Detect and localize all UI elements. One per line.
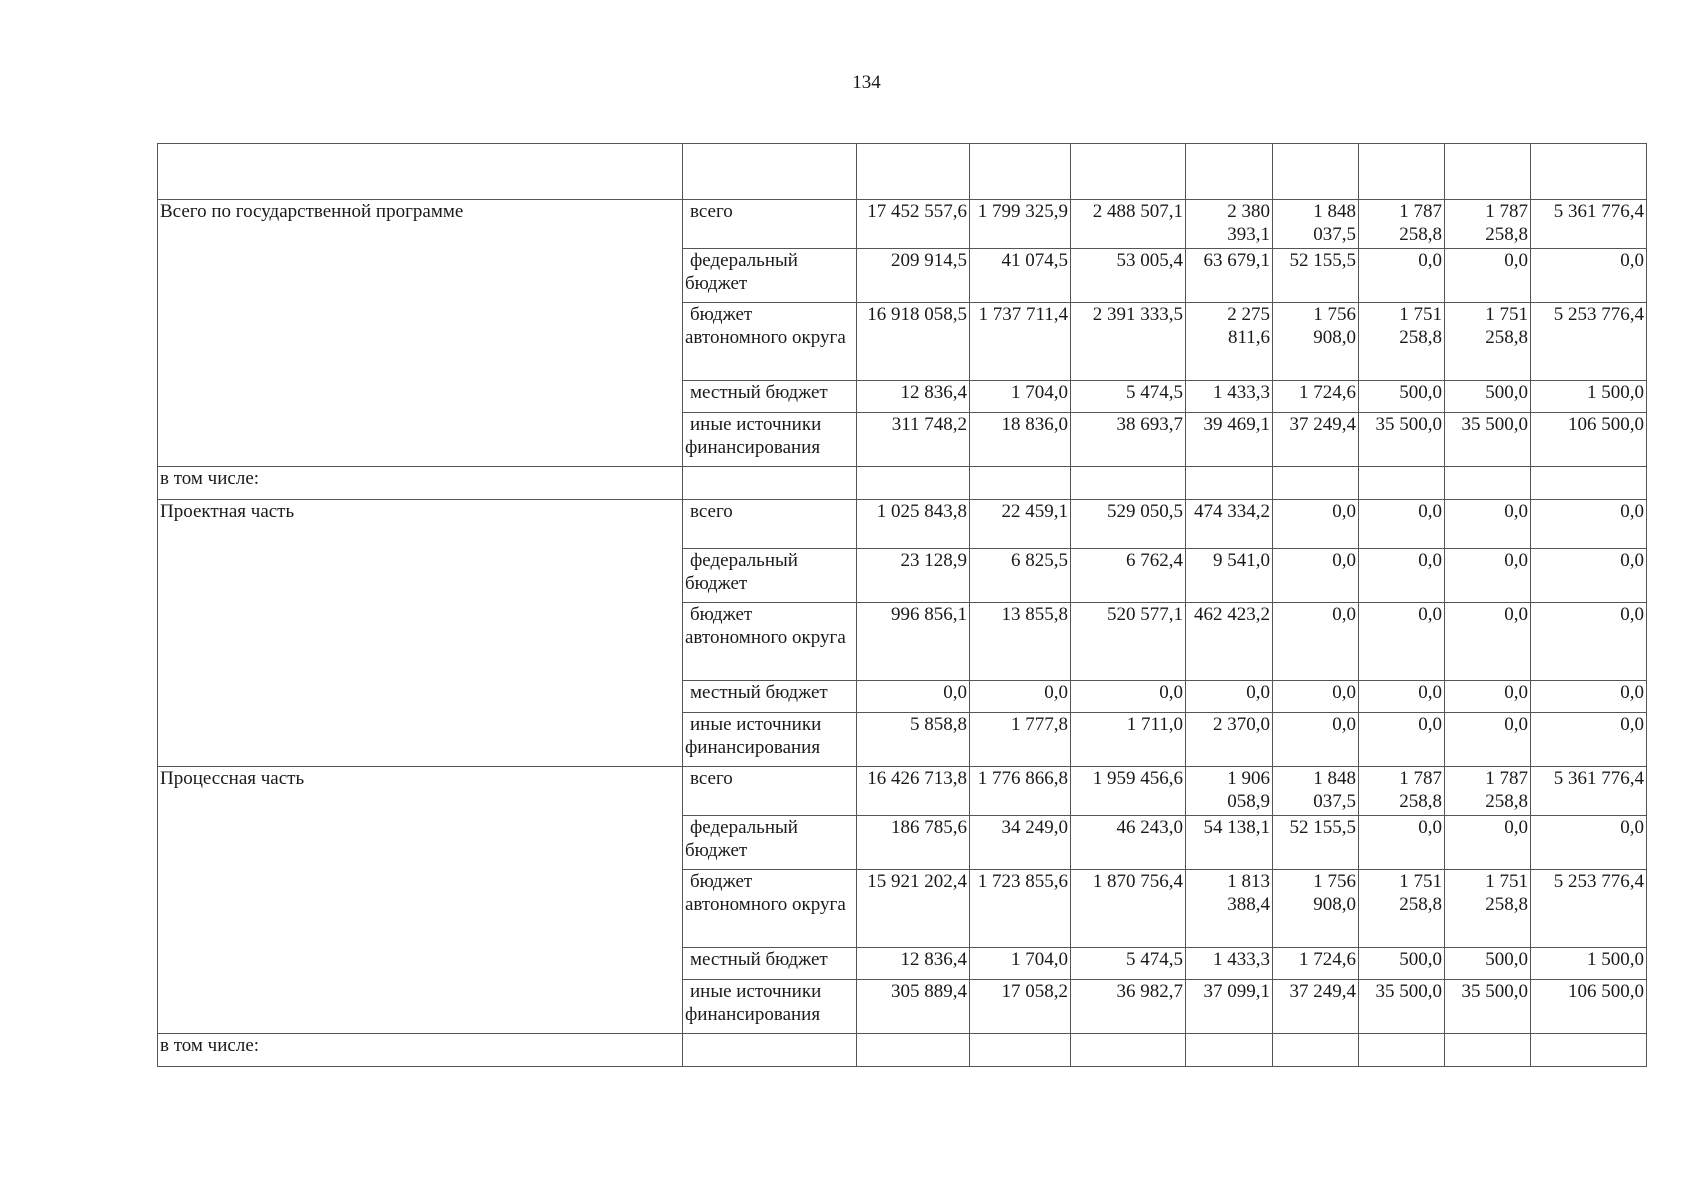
empty-cell <box>1186 1034 1273 1067</box>
value-cell: 1 777,8 <box>970 713 1071 767</box>
value-cell: 1 870 756,4 <box>1071 870 1186 948</box>
funding-source-label: федеральный бюджет <box>685 250 798 294</box>
funding-source <box>683 767 857 816</box>
value-cell: 1 848 037,5 <box>1273 767 1359 816</box>
value-cell: 37 249,4 <box>1273 413 1359 467</box>
value-cell: 35 500,0 <box>1445 413 1531 467</box>
funding-source <box>683 980 857 1034</box>
funding-source <box>683 816 857 870</box>
group-title: Всего по государственной программе <box>158 200 683 467</box>
header-cell <box>857 144 970 200</box>
funding-source <box>683 200 857 249</box>
header-cell <box>1531 144 1647 200</box>
value-cell: 0,0 <box>1071 681 1186 713</box>
funding-source-label: местный бюджет <box>690 382 828 403</box>
funding-source-label: всего <box>690 501 733 522</box>
funding-source <box>683 948 857 980</box>
empty-cell <box>1445 467 1531 500</box>
table-row <box>158 200 1647 249</box>
value-cell: 0,0 <box>1445 603 1531 681</box>
value-cell: 1 433,3 <box>1186 381 1273 413</box>
value-cell: 1 813 388,4 <box>1186 870 1273 948</box>
value-cell: 2 380 393,1 <box>1186 200 1273 249</box>
value-cell: 1 787 258,8 <box>1359 200 1445 249</box>
value-cell: 0,0 <box>1445 816 1531 870</box>
subtotal-label-row <box>158 467 1647 500</box>
empty-cell <box>1071 1034 1186 1067</box>
value-cell: 1 500,0 <box>1531 948 1647 980</box>
value-cell: 0,0 <box>1273 549 1359 603</box>
value-cell: 1 704,0 <box>970 948 1071 980</box>
funding-source <box>683 381 857 413</box>
empty-cell <box>683 1034 857 1067</box>
value-cell: 0,0 <box>857 681 970 713</box>
value-cell: 0,0 <box>1273 500 1359 549</box>
value-cell: 12 836,4 <box>857 381 970 413</box>
value-cell: 39 469,1 <box>1186 413 1273 467</box>
header-cell <box>1186 144 1273 200</box>
value-cell: 1 787 258,8 <box>1445 767 1531 816</box>
empty-cell <box>1071 467 1186 500</box>
funding-source <box>683 713 857 767</box>
value-cell: 1 737 711,4 <box>970 303 1071 381</box>
value-cell: 5 361 776,4 <box>1531 200 1647 249</box>
group-title: Проектная часть <box>158 500 683 767</box>
value-cell: 35 500,0 <box>1359 413 1445 467</box>
value-cell: 0,0 <box>1445 713 1531 767</box>
header-cell <box>970 144 1071 200</box>
value-cell: 1 723 855,6 <box>970 870 1071 948</box>
funding-source <box>683 549 857 603</box>
value-cell: 0,0 <box>1445 681 1531 713</box>
funding-source-label: бюджет автономного округа <box>685 604 846 648</box>
value-cell: 0,0 <box>970 681 1071 713</box>
funding-source-label: иные источники финансирования <box>685 414 822 458</box>
value-cell: 16 426 713,8 <box>857 767 970 816</box>
value-cell: 0,0 <box>1445 249 1531 303</box>
empty-cell <box>1359 1034 1445 1067</box>
value-cell: 0,0 <box>1359 816 1445 870</box>
value-cell: 17 058,2 <box>970 980 1071 1034</box>
in-that-number-label: в том числе: <box>158 1034 683 1067</box>
in-that-number-label: в том числе: <box>158 467 683 500</box>
value-cell: 1 724,6 <box>1273 948 1359 980</box>
value-cell: 23 128,9 <box>857 549 970 603</box>
funding-source <box>683 603 857 681</box>
funding-source-label: местный бюджет <box>690 682 828 703</box>
table-row <box>158 500 1647 549</box>
value-cell: 1 704,0 <box>970 381 1071 413</box>
value-cell: 2 488 507,1 <box>1071 200 1186 249</box>
value-cell: 520 577,1 <box>1071 603 1186 681</box>
value-cell: 305 889,4 <box>857 980 970 1034</box>
header-cell <box>1359 144 1445 200</box>
value-cell: 500,0 <box>1445 381 1531 413</box>
value-cell: 1 848 037,5 <box>1273 200 1359 249</box>
value-cell: 2 275 811,6 <box>1186 303 1273 381</box>
value-cell: 38 693,7 <box>1071 413 1186 467</box>
funding-source-label: местный бюджет <box>690 949 828 970</box>
funding-source-label: федеральный бюджет <box>685 817 798 861</box>
empty-cell <box>970 1034 1071 1067</box>
value-cell: 63 679,1 <box>1186 249 1273 303</box>
value-cell: 1 959 456,6 <box>1071 767 1186 816</box>
value-cell: 37 099,1 <box>1186 980 1273 1034</box>
header-row <box>158 144 1647 200</box>
empty-cell <box>683 467 857 500</box>
value-cell: 500,0 <box>1445 948 1531 980</box>
value-cell: 0,0 <box>1531 816 1647 870</box>
value-cell: 500,0 <box>1359 381 1445 413</box>
value-cell: 2 391 333,5 <box>1071 303 1186 381</box>
header-cell <box>683 144 857 200</box>
value-cell: 52 155,5 <box>1273 249 1359 303</box>
funding-source-label: всего <box>690 201 733 222</box>
value-cell: 34 249,0 <box>970 816 1071 870</box>
value-cell: 0,0 <box>1531 603 1647 681</box>
value-cell: 0,0 <box>1359 713 1445 767</box>
value-cell: 106 500,0 <box>1531 413 1647 467</box>
header-cell <box>1445 144 1531 200</box>
value-cell: 6 762,4 <box>1071 549 1186 603</box>
value-cell: 36 982,7 <box>1071 980 1186 1034</box>
value-cell: 1 751 258,8 <box>1445 303 1531 381</box>
empty-cell <box>1531 1034 1647 1067</box>
value-cell: 1 906 058,9 <box>1186 767 1273 816</box>
value-cell: 1 756 908,0 <box>1273 870 1359 948</box>
value-cell: 41 074,5 <box>970 249 1071 303</box>
value-cell: 0,0 <box>1359 603 1445 681</box>
value-cell: 12 836,4 <box>857 948 970 980</box>
value-cell: 1 433,3 <box>1186 948 1273 980</box>
value-cell: 996 856,1 <box>857 603 970 681</box>
value-cell: 0,0 <box>1273 713 1359 767</box>
value-cell: 35 500,0 <box>1445 980 1531 1034</box>
value-cell: 17 452 557,6 <box>857 200 970 249</box>
value-cell: 1 025 843,8 <box>857 500 970 549</box>
funding-source-label: иные источники финансирования <box>685 714 822 758</box>
empty-cell <box>1531 467 1647 500</box>
value-cell: 0,0 <box>1359 681 1445 713</box>
value-cell: 5 858,8 <box>857 713 970 767</box>
value-cell: 1 776 866,8 <box>970 767 1071 816</box>
value-cell: 15 921 202,4 <box>857 870 970 948</box>
value-cell: 5 474,5 <box>1071 948 1186 980</box>
page-number: 134 <box>852 72 881 93</box>
value-cell: 53 005,4 <box>1071 249 1186 303</box>
value-cell: 0,0 <box>1273 681 1359 713</box>
value-cell: 0,0 <box>1359 500 1445 549</box>
table-row <box>158 767 1647 816</box>
funding-table <box>157 143 1647 1067</box>
value-cell: 1 787 258,8 <box>1359 767 1445 816</box>
funding-source-label: иные источники финансирования <box>685 981 822 1025</box>
funding-source-label: федеральный бюджет <box>685 550 798 594</box>
value-cell: 37 249,4 <box>1273 980 1359 1034</box>
value-cell: 0,0 <box>1273 603 1359 681</box>
value-cell: 5 474,5 <box>1071 381 1186 413</box>
value-cell: 1 751 258,8 <box>1445 870 1531 948</box>
value-cell: 1 711,0 <box>1071 713 1186 767</box>
value-cell: 1 724,6 <box>1273 381 1359 413</box>
value-cell: 0,0 <box>1531 681 1647 713</box>
header-cell <box>1071 144 1186 200</box>
value-cell: 35 500,0 <box>1359 980 1445 1034</box>
header-cell <box>158 144 683 200</box>
value-cell: 52 155,5 <box>1273 816 1359 870</box>
value-cell: 1 500,0 <box>1531 381 1647 413</box>
value-cell: 311 748,2 <box>857 413 970 467</box>
value-cell: 1 751 258,8 <box>1359 870 1445 948</box>
value-cell: 13 855,8 <box>970 603 1071 681</box>
funding-source <box>683 870 857 948</box>
table-body <box>158 144 1647 1067</box>
value-cell: 1 756 908,0 <box>1273 303 1359 381</box>
funding-source <box>683 413 857 467</box>
empty-cell <box>1273 467 1359 500</box>
empty-cell <box>1273 1034 1359 1067</box>
value-cell: 462 423,2 <box>1186 603 1273 681</box>
value-cell: 2 370,0 <box>1186 713 1273 767</box>
value-cell: 6 825,5 <box>970 549 1071 603</box>
value-cell: 500,0 <box>1359 948 1445 980</box>
funding-source <box>683 681 857 713</box>
empty-cell <box>1186 467 1273 500</box>
value-cell: 5 361 776,4 <box>1531 767 1647 816</box>
value-cell: 0,0 <box>1186 681 1273 713</box>
value-cell: 22 459,1 <box>970 500 1071 549</box>
value-cell: 0,0 <box>1531 713 1647 767</box>
funding-source-label: бюджет автономного округа <box>685 871 846 915</box>
value-cell: 474 334,2 <box>1186 500 1273 549</box>
value-cell: 186 785,6 <box>857 816 970 870</box>
value-cell: 16 918 058,5 <box>857 303 970 381</box>
value-cell: 529 050,5 <box>1071 500 1186 549</box>
value-cell: 0,0 <box>1445 500 1531 549</box>
value-cell: 0,0 <box>1531 549 1647 603</box>
empty-cell <box>970 467 1071 500</box>
value-cell: 0,0 <box>1359 549 1445 603</box>
value-cell: 5 253 776,4 <box>1531 303 1647 381</box>
header-cell <box>1273 144 1359 200</box>
value-cell: 0,0 <box>1445 549 1531 603</box>
value-cell: 0,0 <box>1531 500 1647 549</box>
value-cell: 209 914,5 <box>857 249 970 303</box>
empty-cell <box>1445 1034 1531 1067</box>
value-cell: 9 541,0 <box>1186 549 1273 603</box>
value-cell: 1 751 258,8 <box>1359 303 1445 381</box>
value-cell: 46 243,0 <box>1071 816 1186 870</box>
value-cell: 106 500,0 <box>1531 980 1647 1034</box>
empty-cell <box>857 467 970 500</box>
group-title: Процессная часть <box>158 767 683 1034</box>
subtotal-label-row <box>158 1034 1647 1067</box>
value-cell: 0,0 <box>1531 249 1647 303</box>
empty-cell <box>857 1034 970 1067</box>
value-cell: 0,0 <box>1359 249 1445 303</box>
funding-source-label: всего <box>690 768 733 789</box>
value-cell: 54 138,1 <box>1186 816 1273 870</box>
value-cell: 1 787 258,8 <box>1445 200 1531 249</box>
value-cell: 5 253 776,4 <box>1531 870 1647 948</box>
funding-source <box>683 500 857 549</box>
value-cell: 18 836,0 <box>970 413 1071 467</box>
funding-source <box>683 249 857 303</box>
funding-source <box>683 303 857 381</box>
empty-cell <box>1359 467 1445 500</box>
value-cell: 1 799 325,9 <box>970 200 1071 249</box>
funding-source-label: бюджет автономного округа <box>685 304 846 348</box>
